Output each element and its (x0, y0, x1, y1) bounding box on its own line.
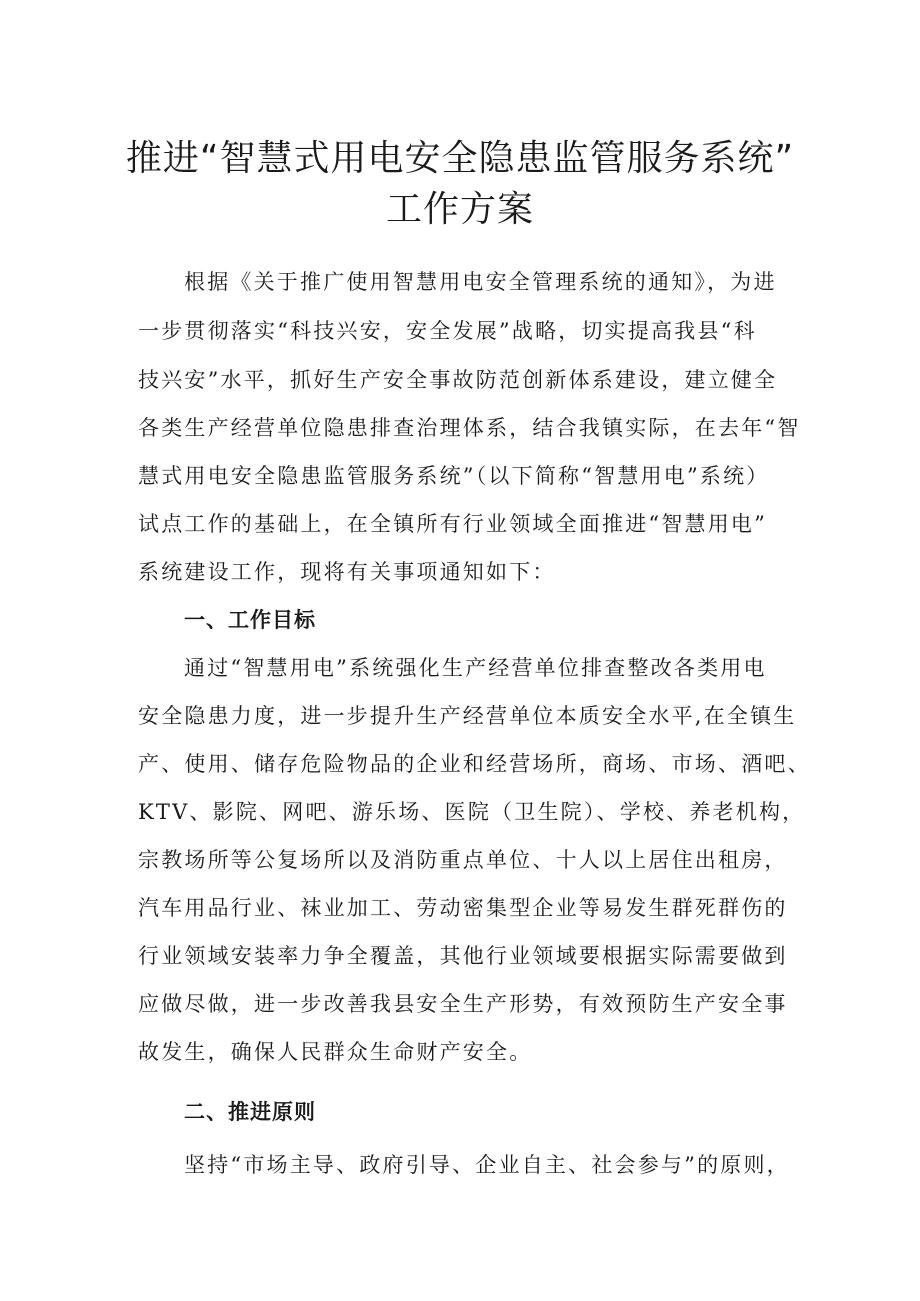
section-heading-principle: 二、推进原则 (184, 1100, 316, 1124)
section2-line: 坚持“市场主导、政府引导、企业自主、社会参与”的原则， (184, 1153, 790, 1177)
section-heading-goal: 一、工作目标 (184, 608, 316, 632)
section1-line: 故发生，确保人民群众生命财产安全。 (138, 1040, 533, 1064)
intro-line: 各类生产经营单位隐患排查治理体系，结合我镇实际，在去年“智 (138, 416, 801, 440)
section1-line: 应做尽做，进一步改善我县安全生产形势，有效预防生产安全事 (138, 992, 788, 1016)
section1-line: 汽车用品行业、袜业加工、劳动密集型企业等易发生群死群伤的 (138, 896, 788, 920)
intro-line: 试点工作的基础上，在全镇所有行业领域全面推进“智慧用电” (138, 512, 768, 536)
section1-line: 安全隐患力度，进一步提升生产经营单位本质安全水平,在全镇生 (138, 704, 797, 728)
section1-line: KTV、影院、网吧、游乐场、医院（卫生院）、学校、养老机构， (138, 800, 806, 824)
section1-line: 行业领域安装率力争全覆盖，其他行业领域要根据实际需要做到 (138, 944, 788, 968)
section1-line: 通过“智慧用电”系统强化生产经营单位排查整改各类用电 (184, 656, 767, 680)
document-title-line1: 推进“智慧式用电安全隐患监管服务系统” (125, 138, 795, 179)
document-title-line2: 工作方案 (385, 189, 534, 230)
section1-line: 产、使用、储存危险物品的企业和经营场所，商场、市场、酒吧、 (138, 752, 811, 776)
intro-line: 系统建设工作，现将有关事项通知如下： (138, 560, 556, 584)
intro-line: 慧式用电安全隐患监管服务系统”（以下简称“智慧用电”系统） (138, 464, 770, 488)
section1-line: 宗教场所等公复场所以及消防重点单位、十人以上居住出租房， (138, 848, 788, 872)
intro-line: 技兴安”水平，抓好生产安全事故防范创新体系建设，建立健全 (138, 368, 778, 392)
intro-line: 一步贯彻落实“科技兴安，安全发展”战略，切实提高我县“科 (138, 319, 757, 343)
intro-line: 根据《关于推广使用智慧用电安全管理系统的通知》，为进 (184, 270, 777, 294)
